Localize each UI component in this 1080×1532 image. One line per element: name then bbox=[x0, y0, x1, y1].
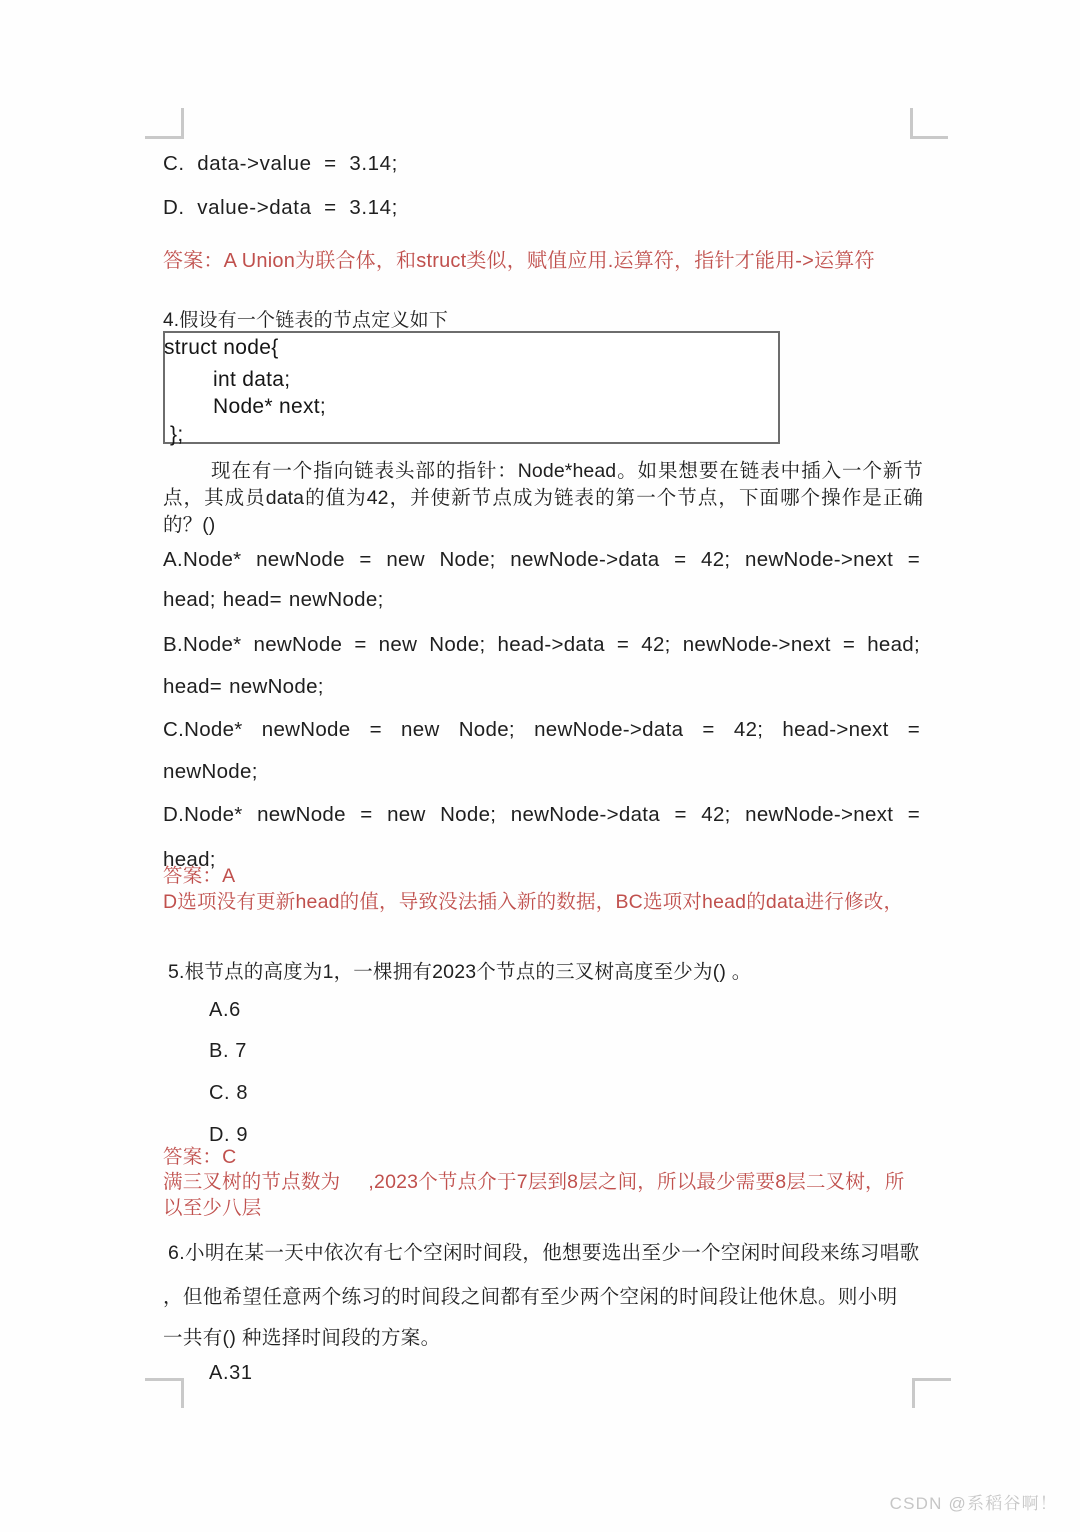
q4-option-d-line2: head; bbox=[163, 848, 216, 871]
q4-option-b-line2: head= newNode; bbox=[163, 675, 324, 698]
q4-option-b-line1: B.Node* newNode = new Node; head->data = 42; newNode->next = head; bbox=[163, 633, 920, 656]
csdn-watermark: CSDN @系稻谷啊！ bbox=[889, 1494, 1058, 1513]
code-line-3: Node* next; bbox=[213, 395, 327, 418]
q6-stem-line-1 bbox=[168, 1237, 923, 1265]
q5-answer-note-gap bbox=[340, 1171, 368, 1193]
q4-option-d bbox=[163, 800, 920, 829]
q4-option-d-line1: D.Node* newNode = new Node; newNode->data = 42; newNode->next = bbox=[163, 803, 920, 826]
q4-stem bbox=[163, 305, 923, 332]
q6-stem-line-2 bbox=[163, 1281, 923, 1309]
q6-stem-line1-text: 6.小明在某一天中依次有七个空闲时间段，他想要选出至少一个空闲时间段来练习唱歌 bbox=[168, 1242, 920, 1264]
q4-option-b bbox=[163, 630, 920, 659]
q5-answer-label bbox=[163, 1145, 953, 1171]
q3-option-c-text: C. data->value = 3.14; bbox=[163, 152, 398, 175]
q4-option-c-cont bbox=[163, 757, 920, 786]
q5-option-a bbox=[209, 999, 241, 1022]
q4-answer-label bbox=[163, 864, 943, 890]
q5-answer-note-cont bbox=[163, 1196, 953, 1222]
code-line-1: struct node{ bbox=[164, 336, 279, 359]
q4-option-a-line2: head; head= newNode; bbox=[163, 588, 384, 611]
q5-option-c bbox=[209, 1082, 248, 1105]
q5-option-c-text: C. 8 bbox=[209, 1082, 249, 1104]
q5-stem bbox=[168, 956, 948, 984]
crop-mark-bottom-right bbox=[912, 1378, 952, 1410]
q6-option-a bbox=[209, 1362, 253, 1385]
q5-answer-note-line1 bbox=[163, 1170, 953, 1196]
q4-stem-text: 4.假设有一个链表的节点定义如下 bbox=[163, 310, 449, 331]
q5-option-d-text: D. 9 bbox=[209, 1124, 249, 1146]
crop-mark-top-right bbox=[910, 108, 950, 140]
q3-answer-text: 答案：A Union为联合体，和struct类似，赋值应用.运算符，指针才能用->运算符 bbox=[163, 250, 875, 272]
q4-option-b-cont bbox=[163, 672, 920, 701]
q3-option-c bbox=[163, 152, 923, 176]
q4-option-c bbox=[163, 715, 920, 744]
q3-option-d-text: D. value->data = 3.14; bbox=[163, 196, 398, 219]
q6-stem-line3-text: 一共有() 种选择时间段的方案。 bbox=[163, 1327, 441, 1349]
q4-answer-note-text: D选项没有更新head的值，导致没法插入新的数据，BC选项对head的data进行修改， bbox=[163, 891, 904, 913]
q4-answer-label-text: 答案：A bbox=[163, 865, 236, 887]
q3-answer bbox=[163, 248, 943, 274]
q5-option-a-text: A.6 bbox=[209, 999, 241, 1021]
code-line-2: int data; bbox=[213, 368, 291, 391]
q5-stem-text: 5.根节点的高度为1，一棵拥有2023个节点的三叉树高度至少为() 。 bbox=[168, 961, 752, 983]
q5-answer-note bbox=[163, 1170, 953, 1196]
q4-body-text: 现在有一个指向链表头部的指针：Node*head。如果想要在链表中插入一个新节点，其成员data的值为42，并使新节点成为链表的第一个节点，下面哪个操作是正确的？() bbox=[163, 460, 923, 536]
q6-stem-line2-text: ，但他希望任意两个练习的时间段之间都有至少两个空闲的时间段让他休息。则小明 bbox=[163, 1286, 898, 1308]
q4-option-c-line2: newNode; bbox=[163, 760, 258, 783]
q4-option-a bbox=[163, 545, 920, 574]
q5-option-d bbox=[209, 1124, 248, 1147]
q5-answer-note-part3: 以至少八层 bbox=[163, 1197, 262, 1219]
crop-mark-bottom-left bbox=[145, 1378, 185, 1410]
q4-option-a-cont bbox=[163, 585, 920, 614]
q4-option-c-line1: C.Node* newNode = new Node; newNode->data = 42; head->next = bbox=[163, 718, 920, 741]
code-line-4: }; bbox=[170, 423, 184, 446]
q5-answer-note-part1: 满三叉树的节点数为 bbox=[163, 1171, 341, 1193]
q5-option-b bbox=[209, 1040, 247, 1063]
q4-answer-note bbox=[163, 890, 953, 916]
q4-option-a-line1: A.Node* newNode = new Node; newNode->data = 42; newNode->next = bbox=[163, 548, 920, 571]
q4-code-block bbox=[163, 331, 780, 444]
q5-answer-note-part2: ,2023个节点介于7层到8层之间，所以最少需要8层二叉树，所 bbox=[368, 1171, 905, 1193]
q3-option-d bbox=[163, 196, 923, 220]
q6-stem-line-3 bbox=[163, 1322, 923, 1350]
q6-option-a-text: A.31 bbox=[209, 1362, 253, 1384]
crop-mark-top-left bbox=[145, 108, 185, 140]
q5-answer-label-text: 答案：C bbox=[163, 1146, 237, 1168]
q5-option-b-text: B. 7 bbox=[209, 1040, 247, 1062]
